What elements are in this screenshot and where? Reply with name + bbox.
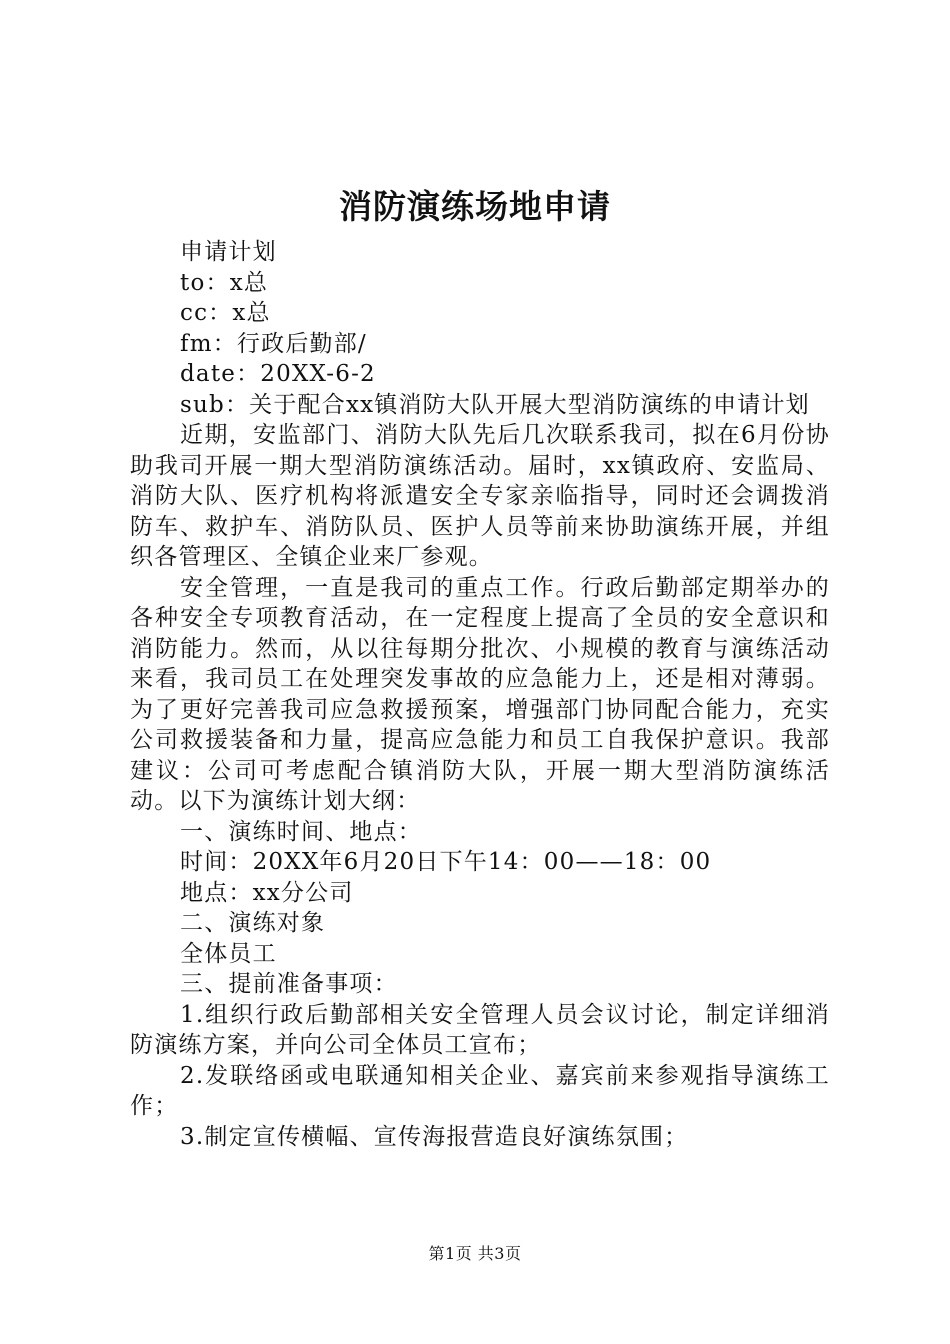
preparation-item-3: 3.制定宣传横幅、宣传海报营造良好演练氛围； — [180, 1123, 689, 1150]
header-line-plan: 申请计划 — [180, 239, 277, 265]
header-line-date: date：20XX-6-2 — [180, 361, 376, 387]
section-2-heading: 二、演练对象 — [180, 910, 326, 936]
header-line-cc: cc：x总 — [180, 300, 271, 326]
section-1-time: 时间：20XX年6月20日下午14：00——18：00 — [180, 849, 712, 875]
preparation-item-2: 2.发联络函或电联通知相关企业、嘉宾前来参观指导演练工作； — [130, 1062, 830, 1119]
page-indicator: 第1页 共3页 — [428, 1244, 522, 1263]
document-body — [130, 237, 830, 1152]
subject-line: sub：关于配合xx镇消防大队开展大型消防演练的申请计划 — [180, 391, 810, 418]
paragraph-2: 安全管理，一直是我司的重点工作。行政后勤部定期举办的各种安全专项教育活动，在一定程度上提高了全员的安全意识和消防能力。然而，从以往每期分批次、小规模的教育与演练活动来看，我司员工在处理突发事故的应急能力上，还是相对薄弱。为了更好完善我司应急救援预案，增强部门协同配合能力，充实公司救援装备和力量，提高应急能力和员工自我保护意识。我部建议：公司可考虑配合镇消防大队，开展一期大型消防演练活动。以下为演练计划大纲： — [130, 574, 830, 814]
section-3-heading: 三、提前准备事项： — [180, 971, 398, 997]
header-line-from: fm：行政后勤部/ — [180, 330, 367, 357]
paragraph-1: 近期，安监部门、消防大队先后几次联系我司，拟在6月份协助我司开展一期大型消防演练活动。届时，xx镇政府、安监局、消防大队、医疗机构将派遣安全专家亲临指导，同时还会调拨消防车、救护车、消防队员、医护人员等前来协助演练开展，并组织各管理区、全镇企业来厂参观。 — [130, 422, 830, 570]
document-title: 消防演练场地申请 — [339, 187, 611, 226]
section-1-place: 地点：xx分公司 — [180, 879, 354, 906]
header-line-to: to：x总 — [180, 269, 269, 296]
section-1-heading: 一、演练时间、地点： — [180, 818, 422, 845]
section-2-content: 全体员工 — [180, 940, 277, 967]
preparation-item-1: 1.组织行政后勤部相关安全管理人员会议讨论，制定详细消防演练方案，并向公司全体员工宣布； — [130, 1001, 830, 1058]
